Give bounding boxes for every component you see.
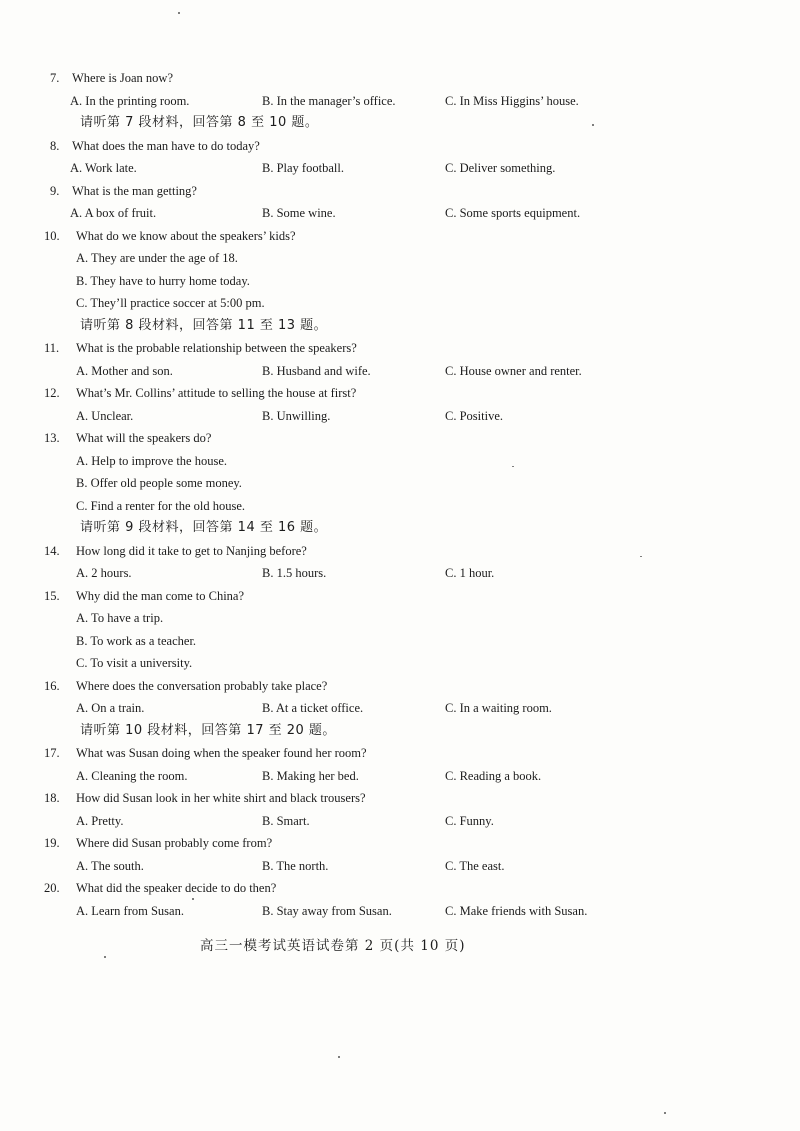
option-b: B. To work as a teacher. [76, 634, 197, 648]
page-footer: 高三一模考试英语试卷第 2 页(共 10 页) [200, 938, 466, 954]
question-number: 20. [44, 881, 60, 895]
option-b: B. Stay away from Susan. [262, 904, 392, 918]
option-line [0, 475, 800, 493]
option-c: C. They’ll practice soccer at 5:00 pm. [76, 296, 265, 310]
question-row [0, 745, 800, 763]
option-b: B. Husband and wife. [262, 364, 371, 378]
option-b: B. At a ticket office. [262, 701, 364, 715]
question-text: What do we know about the speakers’ kids? [76, 229, 296, 243]
option-b: B. Play football. [262, 161, 344, 175]
option-c: C. Positive. [445, 409, 503, 423]
option-line [0, 633, 800, 651]
options-row [0, 700, 800, 718]
question-row [0, 835, 800, 853]
options-row [0, 858, 800, 876]
scan-speck [338, 1056, 340, 1058]
option-line [0, 295, 800, 313]
question-text: What will the speakers do? [76, 431, 212, 445]
question-text: What’s Mr. Collins’ attitude to selling the house at first? [76, 386, 357, 400]
scan-speck [592, 124, 594, 126]
question-number: 17. [44, 746, 60, 760]
question-text: Where is Joan now? [72, 71, 174, 85]
option-b: B. The north. [262, 859, 329, 873]
options-row [0, 93, 800, 111]
option-c: C. Reading a book. [445, 769, 542, 783]
option-c: C. 1 hour. [445, 566, 495, 580]
question-number: 16. [44, 679, 60, 693]
question-text: What is the probable relationship between the speakers? [76, 341, 357, 355]
option-a: A. Unclear. [76, 409, 134, 423]
option-b: B. Smart. [262, 814, 310, 828]
question-row [0, 543, 800, 561]
section-instruction-row [0, 115, 800, 133]
question-row [0, 678, 800, 696]
question-number: 10. [44, 229, 60, 243]
scan-speck [664, 1112, 666, 1114]
option-a: A. Learn from Susan. [76, 904, 184, 918]
question-number: 13. [44, 431, 60, 445]
option-c: C. To visit a university. [76, 656, 193, 670]
option-a: A. On a train. [76, 701, 145, 715]
section-instruction-row [0, 520, 800, 538]
question-row [0, 588, 800, 606]
option-b: B. Making her bed. [262, 769, 359, 783]
question-row [0, 880, 800, 898]
options-row [0, 813, 800, 831]
question-number: 7. [50, 71, 60, 85]
question-text: What does the man have to do today? [72, 139, 260, 153]
option-line [0, 453, 800, 471]
option-line [0, 655, 800, 673]
section-instruction-row [0, 723, 800, 741]
question-row [0, 340, 800, 358]
option-c: C. In a waiting room. [445, 701, 552, 715]
option-b: B. Some wine. [262, 206, 336, 220]
options-row [0, 160, 800, 178]
question-number: 19. [44, 836, 60, 850]
scan-speck [178, 12, 180, 14]
scan-speck [192, 898, 194, 900]
question-number: 18. [44, 791, 60, 805]
option-line [0, 250, 800, 268]
question-row [0, 183, 800, 201]
option-a: A. Pretty. [76, 814, 124, 828]
options-row [0, 363, 800, 381]
question-row [0, 385, 800, 403]
question-number: 14. [44, 544, 60, 558]
question-text: How long did it take to get to Nanjing before? [76, 544, 307, 558]
option-a: A. Mother and son. [76, 364, 173, 378]
question-text: What is the man getting? [72, 184, 197, 198]
option-c: C. In Miss Higgins’ house. [445, 94, 579, 108]
options-row [0, 205, 800, 223]
option-line [0, 273, 800, 291]
question-text: Why did the man come to China? [76, 589, 245, 603]
question-row [0, 430, 800, 448]
option-b: B. In the manager’s office. [262, 94, 396, 108]
question-row [0, 228, 800, 246]
option-b: B. They have to hurry home today. [76, 274, 250, 288]
scan-speck [512, 466, 514, 467]
option-a: A. Work late. [70, 161, 137, 175]
options-row [0, 565, 800, 583]
option-a: A. Cleaning the room. [76, 769, 188, 783]
option-c: C. Funny. [445, 814, 494, 828]
question-text: How did Susan look in her white shirt and black trousers? [76, 791, 366, 805]
section-instruction: 请听第 9 段材料，回答第 14 至 16 题。 [80, 520, 328, 535]
option-b: B. Offer old people some money. [76, 476, 242, 490]
section-instruction: 请听第 10 段材料，回答第 17 至 20 题。 [80, 723, 336, 738]
question-number: 15. [44, 589, 60, 603]
question-number: 12. [44, 386, 60, 400]
question-text: What did the speaker decide to do then? [76, 881, 277, 895]
question-text: What was Susan doing when the speaker found her room? [76, 746, 367, 760]
section-instruction-row [0, 318, 800, 336]
scan-speck [104, 956, 106, 958]
option-c: C. Some sports equipment. [445, 206, 581, 220]
option-b: B. Unwilling. [262, 409, 331, 423]
question-row [0, 138, 800, 156]
options-row [0, 768, 800, 786]
option-a: A. 2 hours. [76, 566, 132, 580]
option-line [0, 610, 800, 628]
option-a: A. The south. [76, 859, 144, 873]
options-row [0, 408, 800, 426]
option-c: C. Deliver something. [445, 161, 556, 175]
option-b: B. 1.5 hours. [262, 566, 327, 580]
option-a: A. A box of fruit. [70, 206, 157, 220]
question-text: Where did Susan probably come from? [76, 836, 273, 850]
option-c: C. The east. [445, 859, 505, 873]
option-a: A. They are under the age of 18. [76, 251, 238, 265]
question-row [0, 790, 800, 808]
question-number: 11. [44, 341, 60, 355]
option-c: C. Make friends with Susan. [445, 904, 588, 918]
option-a: A. In the printing room. [70, 94, 190, 108]
option-c: C. House owner and renter. [445, 364, 582, 378]
scan-speck [640, 556, 642, 557]
question-number: 8. [50, 139, 60, 153]
section-instruction: 请听第 8 段材料，回答第 11 至 13 题。 [80, 318, 328, 333]
question-text: Where does the conversation probably take place? [76, 679, 328, 693]
question-row [0, 70, 800, 88]
section-instruction: 请听第 7 段材料，回答第 8 至 10 题。 [80, 115, 319, 130]
option-c: C. Find a renter for the old house. [76, 499, 246, 513]
option-a: A. Help to improve the house. [76, 454, 228, 468]
option-a: A. To have a trip. [76, 611, 164, 625]
option-line [0, 498, 800, 516]
question-number: 9. [50, 184, 60, 198]
options-row [0, 903, 800, 921]
